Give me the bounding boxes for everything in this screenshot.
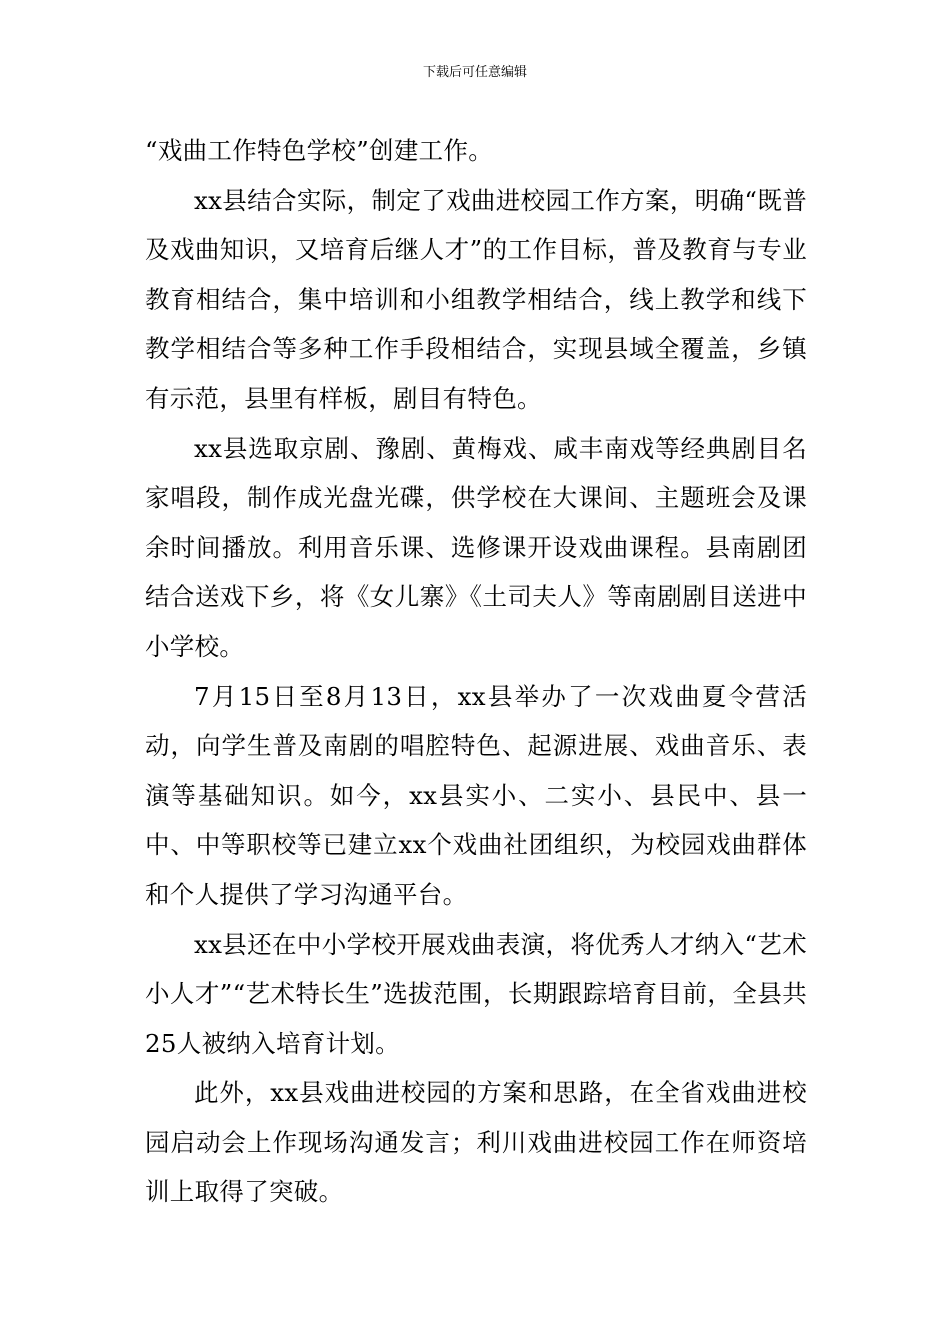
paragraph-4: 7月15日至8月13日，xx县举办了一次戏曲夏令营活动，向学生普及南剧的唱腔特色、起源进展、戏曲音乐、表演等基础知识。如今，xx县实小、二实小、县民中、县一中、中等职校等已建立xx个戏曲社团组织，为校园戏曲群体和个人提供了学习沟通平台。: [145, 681, 807, 909]
document-body: [145, 126, 807, 1217]
paragraph-5: xx县还在中小学校开展戏曲表演，将优秀人才纳入“艺术小人才”“艺术特长生”选拔范围，长期跟踪培育目前，全县共25人被纳入培育计划。: [145, 929, 807, 1058]
paragraph-6: 此外，xx县戏曲进校园的方案和思路，在全省戏曲进校园启动会上作现场沟通发言；利川戏曲进校园工作在师资培训上取得了突破。: [145, 1078, 807, 1207]
paragraph-2: xx县结合实际，制定了戏曲进校园工作方案，明确“既普及戏曲知识，又培育后继人才”的工作目标，普及教育与专业教育相结合，集中培训和小组教学相结合，线上教学和线下教学相结合等多种工作手段相结合，实现县域全覆盖，乡镇有示范，县里有样板，剧目有特色。: [145, 185, 807, 413]
paragraph-1: “戏曲工作特色学校”创建工作。: [145, 136, 494, 165]
header-note: 下载后可任意编辑: [422, 65, 527, 80]
paragraph-3: xx县选取京剧、豫剧、黄梅戏、咸丰南戏等经典剧目名家唱段，制作成光盘光碟，供学校在大课间、主题班会及课余时间播放。利用音乐课、选修课开设戏曲课程。县南剧团结合送戏下乡，将《女儿寨》《土司夫人》等南剧剧目送进中小学校。: [145, 433, 807, 661]
